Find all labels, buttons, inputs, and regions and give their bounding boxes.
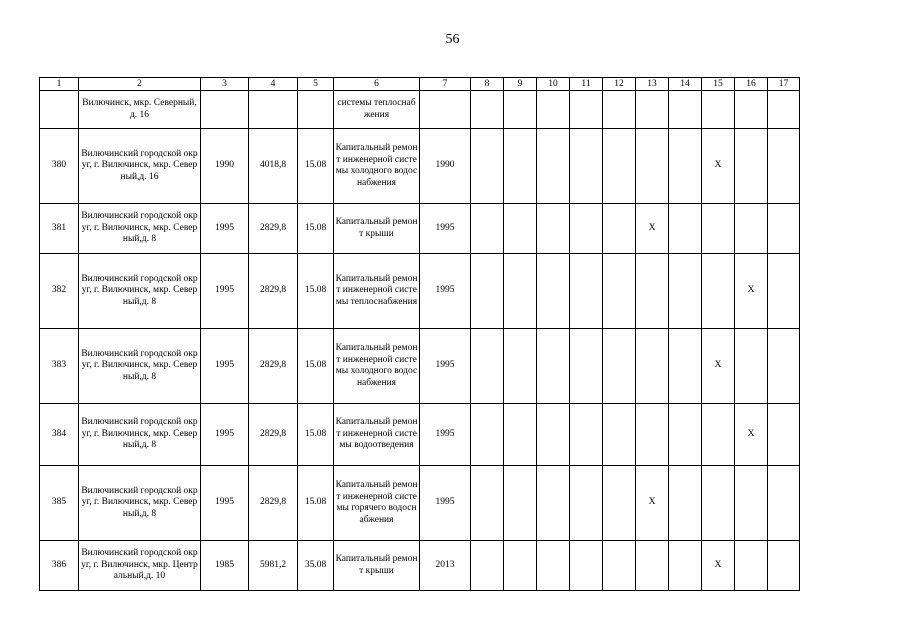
address-cell: Вилючинский городской округ, г. Вилючинск, мкр. Северный,д. 8 (79, 404, 201, 466)
year-cell: 1995 (201, 466, 249, 541)
address-cell: Вилючинский городской округ, г. Вилючинск, мкр. Центральный,д. 10 (79, 541, 201, 591)
mark-cell (504, 254, 537, 329)
mark-cell (504, 129, 537, 204)
work-type-cell: Капитальный ремонт инженерной системы холодного водоснабжения (334, 329, 420, 404)
table-row (40, 254, 800, 329)
address-cell: Вилючинский городской округ, г. Вилючинск, мкр. Северный,д. 8 (79, 254, 201, 329)
year-cell (201, 91, 249, 129)
work-type-cell: Капитальный ремонт инженерной системы водоотведения (334, 404, 420, 466)
row-number: 381 (40, 204, 79, 254)
area-cell: 5981,2 (249, 541, 298, 591)
mark-cell (570, 466, 603, 541)
mark-cell (768, 91, 800, 129)
row-number: 380 (40, 129, 79, 204)
mark-cell (768, 404, 800, 466)
column-header: 11 (570, 78, 603, 91)
area-cell: 2829,8 (249, 254, 298, 329)
rate-cell (298, 91, 334, 129)
mark-cell (570, 129, 603, 204)
year-cell: 1990 (201, 129, 249, 204)
row-number: 383 (40, 329, 79, 404)
mark-cell (669, 204, 702, 254)
plan-year-cell: 2013 (420, 541, 471, 591)
mark-cell (735, 329, 768, 404)
mark-cell (669, 329, 702, 404)
mark-cell (669, 541, 702, 591)
mark-cell (537, 129, 570, 204)
column-header: 12 (603, 78, 636, 91)
mark-cell (537, 329, 570, 404)
work-type-cell: системы теплоснабжения (334, 91, 420, 129)
year-cell: 1995 (201, 404, 249, 466)
row-number (40, 91, 79, 129)
mark-cell (471, 254, 504, 329)
plan-year-cell (420, 91, 471, 129)
column-header: 6 (334, 78, 420, 91)
mark-cell (702, 254, 735, 329)
plan-year-cell: 1995 (420, 254, 471, 329)
mark-cell (570, 329, 603, 404)
year-cell: 1995 (201, 204, 249, 254)
mark-cell (537, 91, 570, 129)
mark-cell (570, 254, 603, 329)
mark-cell (768, 329, 800, 404)
mark-cell (603, 466, 636, 541)
mark-cell (603, 329, 636, 404)
table-row (40, 466, 800, 541)
column-header: 14 (669, 78, 702, 91)
mark-cell (669, 129, 702, 204)
column-header: 3 (201, 78, 249, 91)
row-number: 382 (40, 254, 79, 329)
rate-cell: 15.08 (298, 204, 334, 254)
mark-cell: X (702, 129, 735, 204)
mark-cell (603, 254, 636, 329)
mark-cell: X (636, 466, 669, 541)
mark-cell (603, 91, 636, 129)
mark-cell (603, 204, 636, 254)
mark-cell (636, 91, 669, 129)
mark-cell (702, 466, 735, 541)
mark-cell (702, 204, 735, 254)
repair-plan-table (39, 77, 800, 591)
mark-cell (735, 204, 768, 254)
mark-cell (471, 404, 504, 466)
page-number: 56 (445, 32, 460, 47)
mark-cell (735, 91, 768, 129)
mark-cell (636, 404, 669, 466)
plan-year-cell: 1995 (420, 404, 471, 466)
mark-cell (768, 204, 800, 254)
area-cell: 2829,8 (249, 204, 298, 254)
mark-cell (603, 404, 636, 466)
rate-cell: 35.08 (298, 541, 334, 591)
area-cell: 2829,8 (249, 329, 298, 404)
mark-cell (504, 404, 537, 466)
work-type-cell: Капитальный ремонт инженерной системы горячего водоснабжения (334, 466, 420, 541)
work-type-cell: Капитальный ремонт крыши (334, 204, 420, 254)
mark-cell (570, 404, 603, 466)
work-type-cell: Капитальный ремонт крыши (334, 541, 420, 591)
mark-cell (735, 541, 768, 591)
mark-cell (636, 329, 669, 404)
address-cell: Вилючинский городской округ, г. Вилючинск, мкр. Северный,д. 8 (79, 204, 201, 254)
column-header: 10 (537, 78, 570, 91)
plan-year-cell: 1995 (420, 204, 471, 254)
plan-year-cell: 1990 (420, 129, 471, 204)
mark-cell (702, 404, 735, 466)
mark-cell (471, 91, 504, 129)
area-cell: 4018,8 (249, 129, 298, 204)
mark-cell (471, 329, 504, 404)
mark-cell (471, 204, 504, 254)
column-header: 4 (249, 78, 298, 91)
year-cell: 1985 (201, 541, 249, 591)
mark-cell (735, 129, 768, 204)
rate-cell: 15.08 (298, 404, 334, 466)
mark-cell (471, 541, 504, 591)
mark-cell (537, 404, 570, 466)
rate-cell: 15.08 (298, 129, 334, 204)
mark-cell (735, 466, 768, 541)
mark-cell (570, 541, 603, 591)
table-body (40, 78, 800, 591)
work-type-cell: Капитальный ремонт инженерной системы теплоснабжения (334, 254, 420, 329)
mark-cell: X (702, 541, 735, 591)
header-row (40, 78, 800, 91)
table-row (40, 329, 800, 404)
mark-cell (669, 91, 702, 129)
mark-cell (570, 204, 603, 254)
mark-cell (504, 541, 537, 591)
area-cell: 2829,8 (249, 466, 298, 541)
column-header: 8 (471, 78, 504, 91)
work-type-cell: Капитальный ремонт инженерной системы холодного водоснабжения (334, 129, 420, 204)
mark-cell (669, 404, 702, 466)
row-number: 386 (40, 541, 79, 591)
table-row (40, 129, 800, 204)
year-cell: 1995 (201, 329, 249, 404)
column-header: 15 (702, 78, 735, 91)
mark-cell: X (636, 204, 669, 254)
rate-cell: 15.08 (298, 466, 334, 541)
mark-cell (603, 129, 636, 204)
mark-cell (537, 204, 570, 254)
mark-cell: X (735, 404, 768, 466)
mark-cell (504, 329, 537, 404)
address-cell: Вилючинский городской округ, г. Вилючинск, мкр. Северный,д. 8 (79, 466, 201, 541)
mark-cell (768, 466, 800, 541)
mark-cell (471, 466, 504, 541)
rate-cell: 15.08 (298, 329, 334, 404)
mark-cell (636, 541, 669, 591)
mark-cell (471, 129, 504, 204)
mark-cell (603, 541, 636, 591)
mark-cell: X (702, 329, 735, 404)
column-header: 13 (636, 78, 669, 91)
plan-year-cell: 1995 (420, 329, 471, 404)
mark-cell (537, 466, 570, 541)
column-header: 7 (420, 78, 471, 91)
mark-cell (768, 254, 800, 329)
mark-cell (537, 254, 570, 329)
row-number: 385 (40, 466, 79, 541)
mark-cell (504, 466, 537, 541)
column-header: 17 (768, 78, 800, 91)
table-row (40, 541, 800, 591)
column-header: 1 (40, 78, 79, 91)
mark-cell (537, 541, 570, 591)
row-number: 384 (40, 404, 79, 466)
table-row (40, 204, 800, 254)
mark-cell (570, 91, 603, 129)
area-cell: 2829,8 (249, 404, 298, 466)
table-row (40, 91, 800, 129)
plan-year-cell: 1995 (420, 466, 471, 541)
mark-cell (702, 91, 735, 129)
mark-cell (636, 254, 669, 329)
mark-cell (669, 254, 702, 329)
mark-cell (768, 541, 800, 591)
mark-cell (504, 91, 537, 129)
rate-cell: 15.08 (298, 254, 334, 329)
mark-cell (768, 129, 800, 204)
mark-cell (669, 466, 702, 541)
column-header: 2 (79, 78, 201, 91)
address-cell: Вилючинск, мкр. Северный,д. 16 (79, 91, 201, 129)
address-cell: Вилючинский городской округ, г. Вилючинск, мкр. Северный,д. 8 (79, 329, 201, 404)
mark-cell (504, 204, 537, 254)
column-header: 5 (298, 78, 334, 91)
column-header: 16 (735, 78, 768, 91)
mark-cell: X (735, 254, 768, 329)
table-row (40, 404, 800, 466)
column-header: 9 (504, 78, 537, 91)
year-cell: 1995 (201, 254, 249, 329)
address-cell: Вилючинский городской округ, г. Вилючинск, мкр. Северный,д. 16 (79, 129, 201, 204)
area-cell (249, 91, 298, 129)
mark-cell (636, 129, 669, 204)
